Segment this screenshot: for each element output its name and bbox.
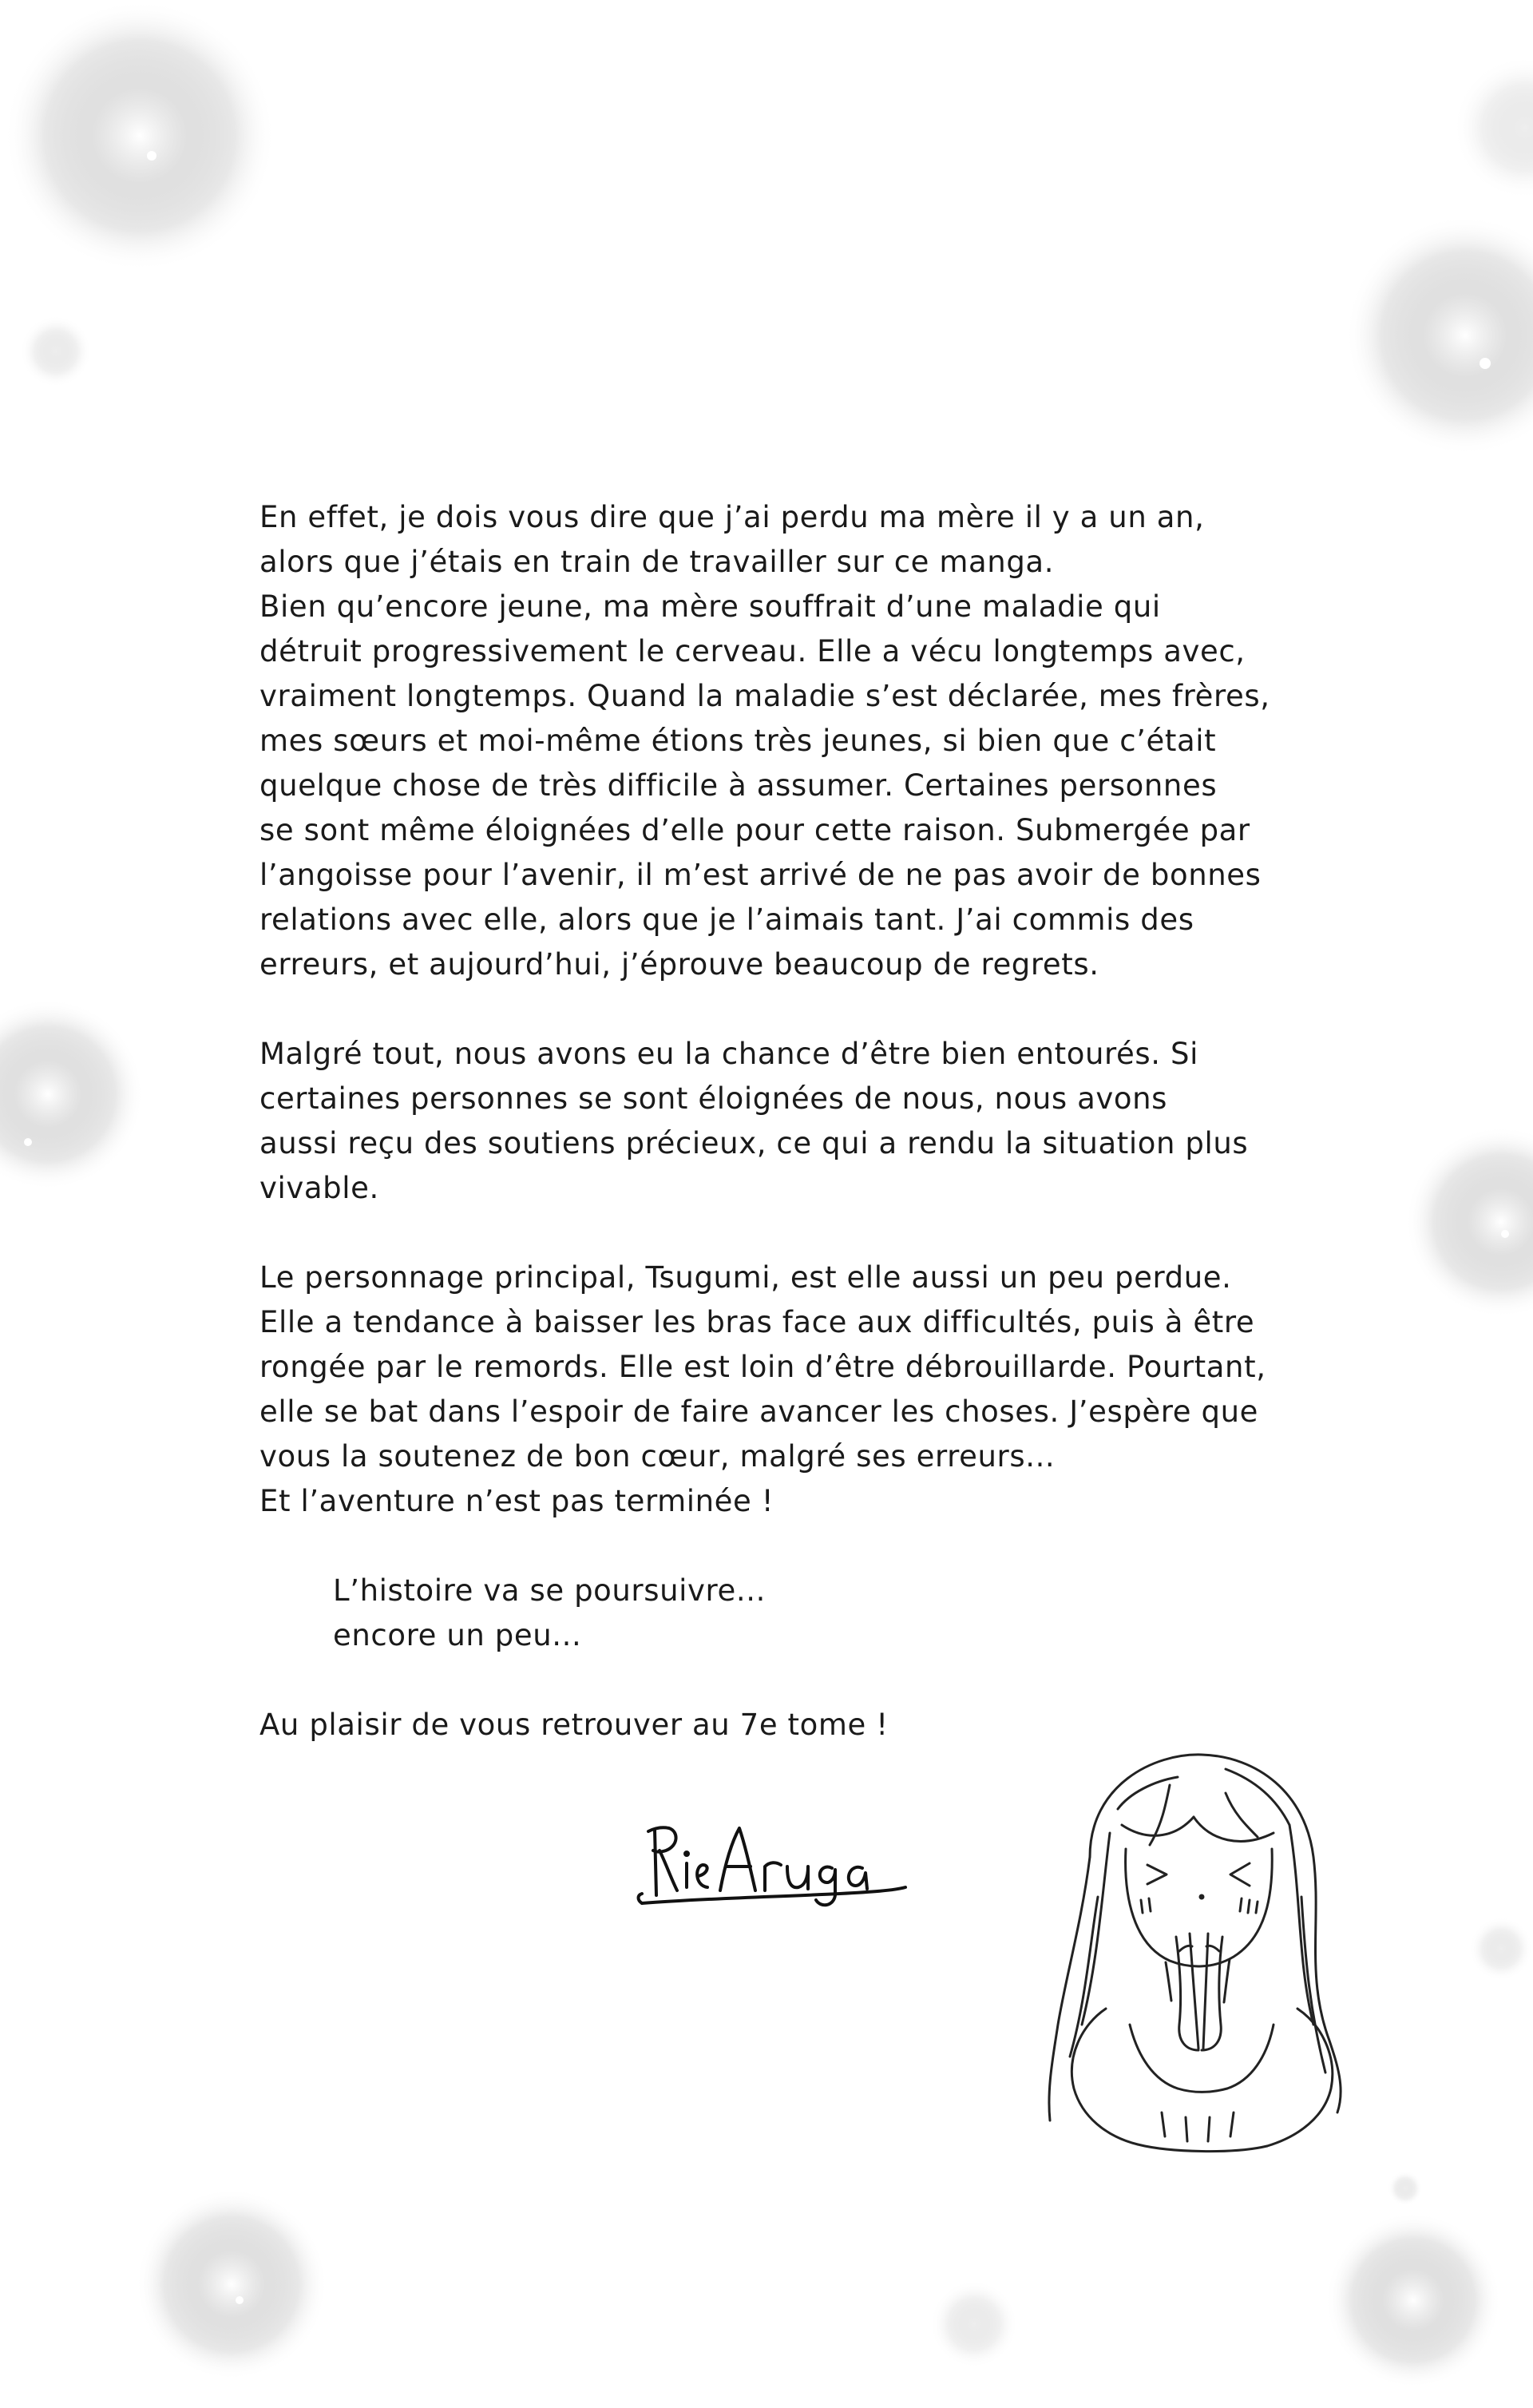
- text-line: alors que j’étais en train de travailler sur ce manga.: [259, 545, 1055, 579]
- paragraph-loss: [259, 495, 1361, 987]
- text-line: Elle a tendance à baisser les bras face aux difficultés, puis à être: [259, 1305, 1255, 1339]
- sparkle-left-upper: [20, 315, 92, 387]
- afterword-text: [259, 495, 1361, 1747]
- sparkle-top-right: [1345, 56, 1533, 455]
- text-line: Et l’aventure n’est pas terminée !: [259, 1484, 774, 1518]
- text-line: L’histoire va se poursuivre...: [333, 1573, 766, 1608]
- paragraph-tsugumi: [259, 1256, 1361, 1524]
- text-line: erreurs, et aujourd’hui, j’éprouve beaucoup de regrets.: [259, 947, 1099, 982]
- text-line: détruit progressivement le cerveau. Elle a vécu longtemps avec,: [259, 634, 1246, 668]
- paragraph-support: [259, 1032, 1361, 1211]
- text-line: aussi reçu des soutiens précieux, ce qui a rendu la situation plus: [259, 1126, 1249, 1160]
- text-line: vivable.: [259, 1171, 379, 1205]
- text-line: certaines personnes se sont éloignées de nous, nous avons: [259, 1081, 1168, 1116]
- sparkle-bottom-left: [136, 2188, 327, 2380]
- text-line: Le personnage principal, Tsugumi, est elle aussi un peu perdue.: [259, 1260, 1232, 1295]
- sparkle-right-middle: [1405, 1126, 1533, 1318]
- text-line: mes sœurs et moi-même étions très jeunes, si bien que c’était: [259, 724, 1217, 758]
- text-line: En effet, je dois vous dire que j’ai perdu ma mère il y a un an,: [259, 500, 1205, 534]
- text-line: vraiment longtemps. Quand la maladie s’est déclarée, mes frères,: [259, 679, 1270, 713]
- text-line: Malgré tout, nous avons eu la chance d’être bien entourés. Si: [259, 1037, 1198, 1071]
- closing-line: Au plaisir de vous retrouver au 7e tome !: [259, 1708, 889, 1742]
- signature: [631, 1801, 918, 1921]
- text-line: l’angoisse pour l’avenir, il m’est arrivé de ne pas avoir de bonnes: [259, 858, 1262, 892]
- text-line: relations avec elle, alors que je l’aimais tant. J’ai commis des: [259, 903, 1194, 937]
- text-line: Bien qu’encore jeune, ma mère souffrait d’une maladie qui: [259, 589, 1161, 624]
- text-line: vous la soutenez de bon cœur, malgré ses erreurs...: [259, 1439, 1056, 1474]
- sparkle-top-left: [4, 0, 275, 272]
- text-line: quelque chose de très difficile à assumer. Certaines personnes: [259, 768, 1218, 803]
- sparkle-left-middle: [0, 998, 144, 1190]
- author-self-portrait-icon: [970, 1737, 1401, 2184]
- text-line: elle se bat dans l’espoir de faire avancer les choses. J’espère que: [259, 1394, 1259, 1429]
- text-line: se sont même éloignées d’elle pour cette raison. Submergée par: [259, 813, 1250, 847]
- text-line: rongée par le remords. Elle est loin d’être débrouillarde. Pourtant,: [259, 1350, 1266, 1384]
- text-line: encore un peu...: [333, 1618, 582, 1652]
- paragraph-continuation: [259, 1569, 1361, 1658]
